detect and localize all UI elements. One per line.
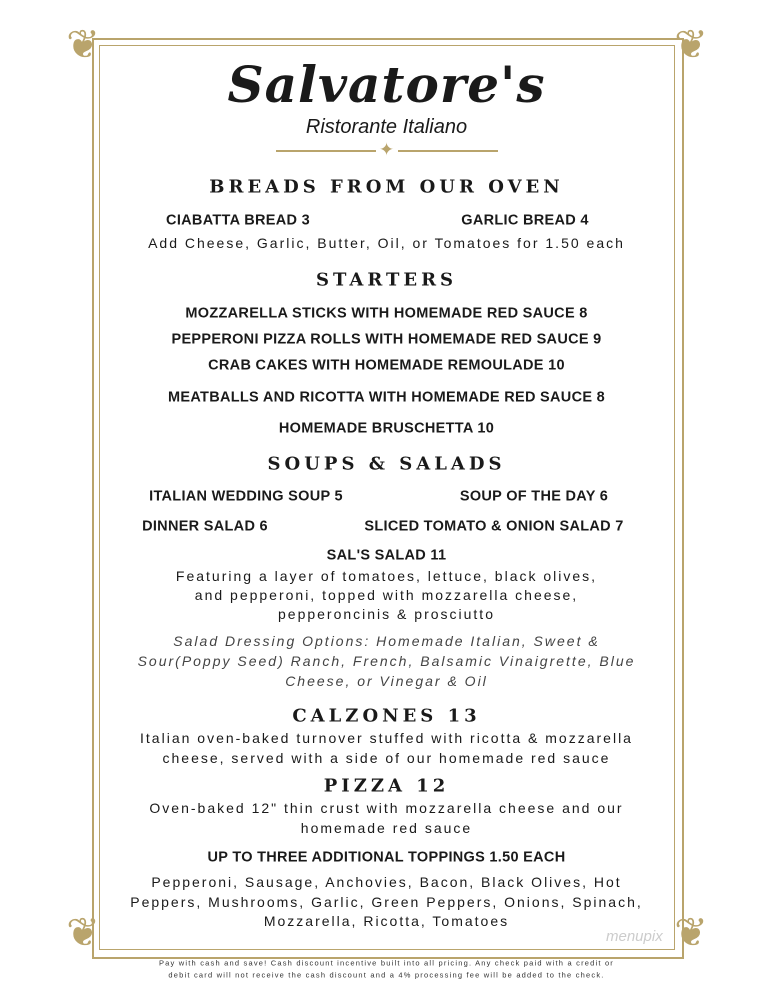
section-heading-soups: SOUPS & SALADS <box>267 453 506 475</box>
star-ornament-icon: ✦ <box>378 139 395 160</box>
menu-item: SLICED TOMATO & ONION SALAD 7 <box>364 518 624 535</box>
bread-note: Add Cheese, Garlic, Butter, Oil, or Tomatoes for 1.50 each <box>148 234 625 251</box>
menu-item: PEPPERONI PIZZA ROLLS WITH HOMEMADE RED SAUCE 9 <box>171 331 602 348</box>
restaurant-subtitle: Ristorante Italiano <box>305 116 468 138</box>
item-description: Oven-baked 12" thin crust with mozzarella cheese and our <box>149 799 624 816</box>
corner-ornament-icon: ❦ <box>66 22 100 68</box>
item-description: Featuring a layer of tomatoes, lettuce, black olives, <box>175 567 598 584</box>
section-heading-breads: BREADS FROM OUR OVEN <box>209 176 564 198</box>
item-description: and pepperoni, topped with mozzarella cheese, <box>194 586 579 603</box>
section-heading-calzones: CALZONES 13 <box>292 705 481 727</box>
toppings-list: Mozzarella, Ricotta, Tomatoes <box>263 912 510 929</box>
corner-ornament-icon: ❦ <box>674 22 708 68</box>
restaurant-logo: Salvatore's <box>227 55 546 114</box>
footer-note: debit card will not receive the cash discount and a 4% processing fee will be added to the check. <box>168 970 605 980</box>
toppings-heading: UP TO THREE ADDITIONAL TOPPINGS 1.50 EACH <box>207 849 566 866</box>
menu-item: MEATBALLS AND RICOTTA WITH HOMEMADE RED SAUCE 8 <box>168 389 605 406</box>
menu-item: SAL'S SALAD 11 <box>326 547 447 564</box>
dressing-options: Cheese, or Vinegar & Oil <box>285 672 488 689</box>
menu-item: MOZZARELLA STICKS WITH HOMEMADE RED SAUCE 8 <box>185 305 588 322</box>
section-heading-starters: STARTERS <box>315 269 458 291</box>
toppings-list: Peppers, Mushrooms, Garlic, Green Peppers, Onions, Spinach, <box>130 893 643 910</box>
item-description: pepperoncinis & prosciutto <box>278 605 495 622</box>
section-heading-pizza: PIZZA 12 <box>323 775 450 797</box>
menu-item: GARLIC BREAD 4 <box>461 212 589 229</box>
menu-item: SOUP OF THE DAY 6 <box>459 488 609 505</box>
menu-item: HOMEMADE BRUSCHETTA 10 <box>278 420 495 437</box>
menu-item: DINNER SALAD 6 <box>142 518 268 535</box>
corner-ornament-icon: ❦ <box>674 910 708 956</box>
menu-item: CIABATTA BREAD 3 <box>166 212 310 229</box>
menu-item: ITALIAN WEDDING SOUP 5 <box>149 488 343 505</box>
corner-ornament-icon: ❦ <box>66 910 100 956</box>
dressing-options: Sour(Poppy Seed) Ranch, French, Balsamic Vinaigrette, Blue <box>137 652 636 669</box>
menu-item: CRAB CAKES WITH HOMEMADE REMOULADE 10 <box>208 357 565 374</box>
item-description: Italian oven-baked turnover stuffed with ricotta & mozzarella <box>140 729 633 746</box>
watermark: menupix <box>606 928 663 945</box>
item-description: cheese, served with a side of our homemade red sauce <box>162 749 611 766</box>
footer-note: Pay with cash and save! Cash discount incentive built into all pricing. Any check paid with a credit or <box>158 958 615 968</box>
toppings-list: Pepperoni, Sausage, Anchovies, Bacon, Black Olives, Hot <box>151 873 622 890</box>
item-description: homemade red sauce <box>300 819 473 836</box>
dressing-options: Salad Dressing Options: Homemade Italian, Sweet & <box>173 632 600 649</box>
